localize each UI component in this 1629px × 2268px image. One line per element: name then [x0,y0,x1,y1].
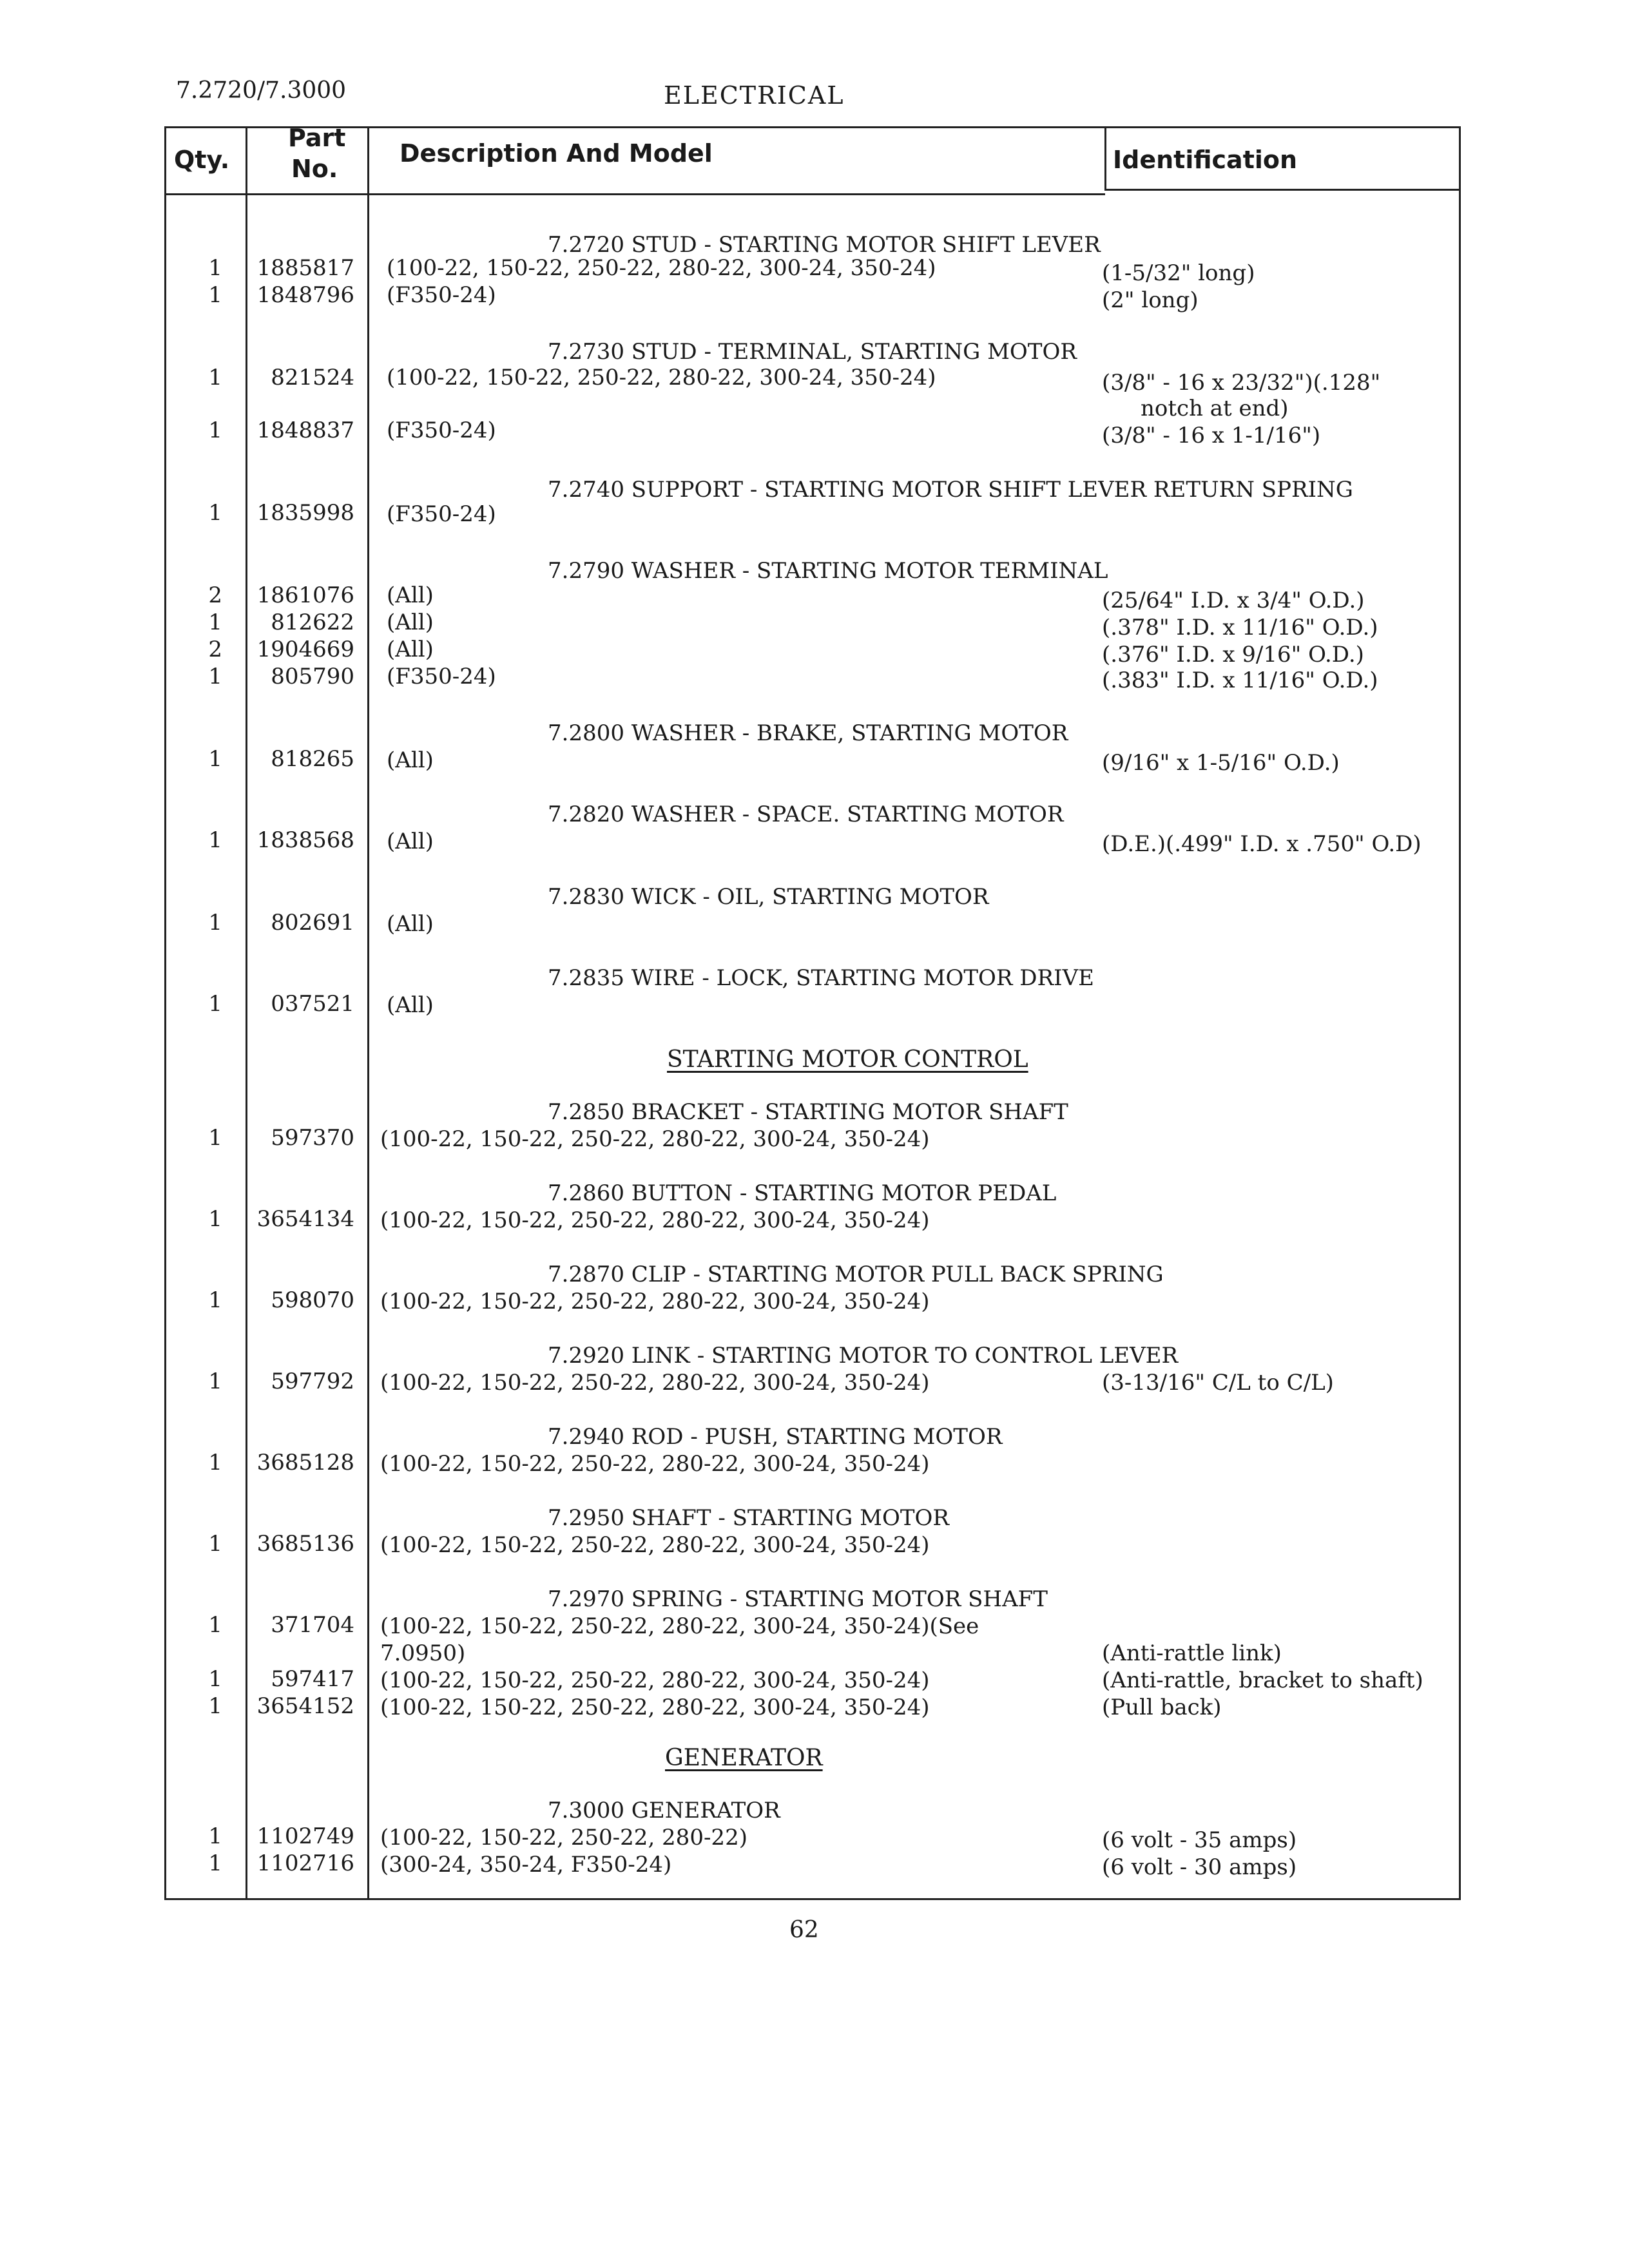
qty: 1 [208,1369,222,1394]
part-number: 1102716 [256,1850,354,1876]
item-heading: 7.2870 CLIP - STARTING MOTOR PULL BACK SPRING [548,1262,1164,1287]
model-description: (100-22, 150-22, 250-22, 280-22, 300-24, 350-24) [387,365,936,390]
part-number: 1885817 [256,255,354,281]
item-heading: 7.2720 STUD - STARTING MOTOR SHIFT LEVER [548,232,1101,258]
identification: (D.E.)(.499" I.D. x .750" O.D) [1102,831,1422,857]
qty: 1 [208,1125,222,1151]
qty: 2 [208,582,222,608]
model-description: (F350-24) [387,418,496,443]
model-description: (All) [387,582,434,608]
identification: (3-13/16" C/L to C/L) [1102,1370,1334,1396]
identification: (3/8" - 16 x 1-1/16") [1102,423,1321,448]
model-description: (100-22, 150-22, 250-22, 280-22, 300-24, 350-24) [380,1207,930,1233]
item-heading: 7.2800 WASHER - BRAKE, STARTING MOTOR [548,720,1068,746]
part-number: 1848837 [256,418,354,443]
identification: (9/16" x 1-5/16" O.D.) [1102,750,1340,776]
qty: 1 [208,1693,222,1719]
identification: (1-5/32" long) [1102,260,1255,286]
item-heading: 7.2835 WIRE - LOCK, STARTING MOTOR DRIVE [548,965,1094,991]
model-description: (F350-24) [387,664,496,689]
part-number: 1904669 [256,637,354,662]
model-description: (100-22, 150-22, 250-22, 280-22, 300-24, 350-24) [387,255,936,281]
qty: 1 [208,282,222,308]
qty: 1 [208,1666,222,1692]
qty: 1 [208,610,222,635]
column-divider [367,126,369,1900]
qty: 1 [208,1850,222,1876]
header-divider [164,193,1105,195]
model-description: (100-22, 150-22, 250-22, 280-22, 300-24, 350-24)(See [380,1613,979,1639]
identification: (Anti-rattle link) [1102,1640,1282,1666]
part-number: 371704 [271,1612,354,1638]
part-number: 3685128 [256,1450,354,1475]
qty: 1 [208,255,222,281]
part-number: 805790 [271,664,354,689]
item-heading: 7.2790 WASHER - STARTING MOTOR TERMINAL [548,558,1108,584]
qty: 1 [208,827,222,853]
model-description: (F350-24) [387,282,496,308]
item-heading: 7.2920 LINK - STARTING MOTOR TO CONTROL LEVER [548,1343,1179,1369]
model-description: (100-22, 150-22, 250-22, 280-22, 300-24, 350-24) [380,1289,930,1314]
part-number: 1848796 [256,282,354,308]
model-description: (100-22, 150-22, 250-22, 280-22, 300-24, 350-24) [380,1451,930,1477]
part-number: 1102749 [256,1823,354,1849]
model-description-continued: 7.0950) [380,1640,466,1666]
model-description: (All) [387,637,434,662]
part-number: 598070 [271,1287,354,1313]
identification: (25/64" I.D. x 3/4" O.D.) [1102,588,1365,613]
qty: 1 [208,991,222,1017]
qty: 1 [208,746,222,772]
qty: 1 [208,664,222,689]
identification: (.378" I.D. x 11/16" O.D.) [1102,615,1378,640]
model-description: (100-22, 150-22, 250-22, 280-22, 300-24, 350-24) [380,1695,930,1720]
identification: (6 volt - 35 amps) [1102,1827,1297,1853]
part-number: 597417 [271,1666,354,1692]
qty: 1 [208,1612,222,1638]
header-identification: Identification [1113,146,1298,174]
model-description: (All) [387,911,434,937]
item-heading: 7.2820 WASHER - SPACE. STARTING MOTOR [548,802,1064,827]
qty: 1 [208,1823,222,1849]
section-title: ELECTRICAL [664,81,845,110]
part-number: 802691 [271,910,354,936]
part-number: 3654134 [256,1206,354,1232]
part-number: 1835998 [256,500,354,526]
identification: (3/8" - 16 x 23/32")(.128" [1102,370,1381,396]
identification-continued: notch at end) [1141,396,1289,421]
item-heading: 7.2740 SUPPORT - STARTING MOTOR SHIFT LEVER RETURN SPRING [548,477,1353,503]
model-description: (100-22, 150-22, 250-22, 280-22) [380,1825,747,1850]
part-number: 597370 [271,1125,354,1151]
part-number: 597792 [271,1369,354,1394]
model-description: (All) [387,610,434,635]
qty: 1 [208,1206,222,1232]
part-number: 3685136 [256,1531,354,1557]
qty: 1 [208,1450,222,1475]
model-description: (F350-24) [387,501,496,527]
qty: 1 [208,418,222,443]
model-description: (All) [387,747,434,773]
item-heading: 7.2830 WICK - OIL, STARTING MOTOR [548,884,989,910]
header-part-line2: No. [291,155,338,183]
qty: 1 [208,500,222,526]
page-number: 62 [789,1917,819,1943]
part-number: 812622 [271,610,354,635]
part-number: 3654152 [256,1693,354,1719]
item-heading: 7.2850 BRACKET - STARTING MOTOR SHAFT [548,1099,1068,1125]
part-number: 037521 [271,991,354,1017]
model-description: (All) [387,829,434,854]
part-number: 821524 [271,365,354,390]
identification: (.383" I.D. x 11/16" O.D.) [1102,668,1378,693]
header-part-line1: Part [288,124,346,152]
identification: (6 volt - 30 amps) [1102,1854,1297,1880]
page-range: 7.2720/7.3000 [176,77,347,104]
qty: 1 [208,910,222,936]
model-description: (300-24, 350-24, F350-24) [380,1852,672,1878]
identification: (Anti-rattle, bracket to shaft) [1102,1667,1423,1693]
model-description: (100-22, 150-22, 250-22, 280-22, 300-24, 350-24) [380,1532,930,1558]
qty: 1 [208,1531,222,1557]
item-heading: 7.2730 STUD - TERMINAL, STARTING MOTOR [548,339,1077,365]
identification: (.376" I.D. x 9/16" O.D.) [1102,642,1364,668]
header-qty: Qty. [174,146,230,174]
header-description: Description And Model [400,139,713,168]
item-heading: 7.2970 SPRING - STARTING MOTOR SHAFT [548,1586,1048,1612]
model-description: (100-22, 150-22, 250-22, 280-22, 300-24, 350-24) [380,1667,930,1693]
model-description: (100-22, 150-22, 250-22, 280-22, 300-24, 350-24) [380,1370,930,1396]
identification: (Pull back) [1102,1695,1222,1720]
qty: 1 [208,1287,222,1313]
group-heading-starting-motor-control: STARTING MOTOR CONTROL [667,1046,1028,1073]
model-description: (100-22, 150-22, 250-22, 280-22, 300-24, 350-24) [380,1126,930,1152]
part-number: 818265 [271,746,354,772]
identification: (2" long) [1102,287,1199,313]
qty: 2 [208,637,222,662]
part-number: 1861076 [256,582,354,608]
qty: 1 [208,365,222,390]
model-description: (All) [387,992,434,1018]
item-heading: 7.2860 BUTTON - STARTING MOTOR PEDAL [548,1180,1057,1206]
group-heading-generator: GENERATOR [665,1745,823,1771]
item-heading: 7.2950 SHAFT - STARTING MOTOR [548,1505,949,1531]
part-number: 1838568 [256,827,354,853]
item-heading: 7.3000 GENERATOR [548,1798,780,1823]
item-heading: 7.2940 ROD - PUSH, STARTING MOTOR [548,1424,1003,1450]
